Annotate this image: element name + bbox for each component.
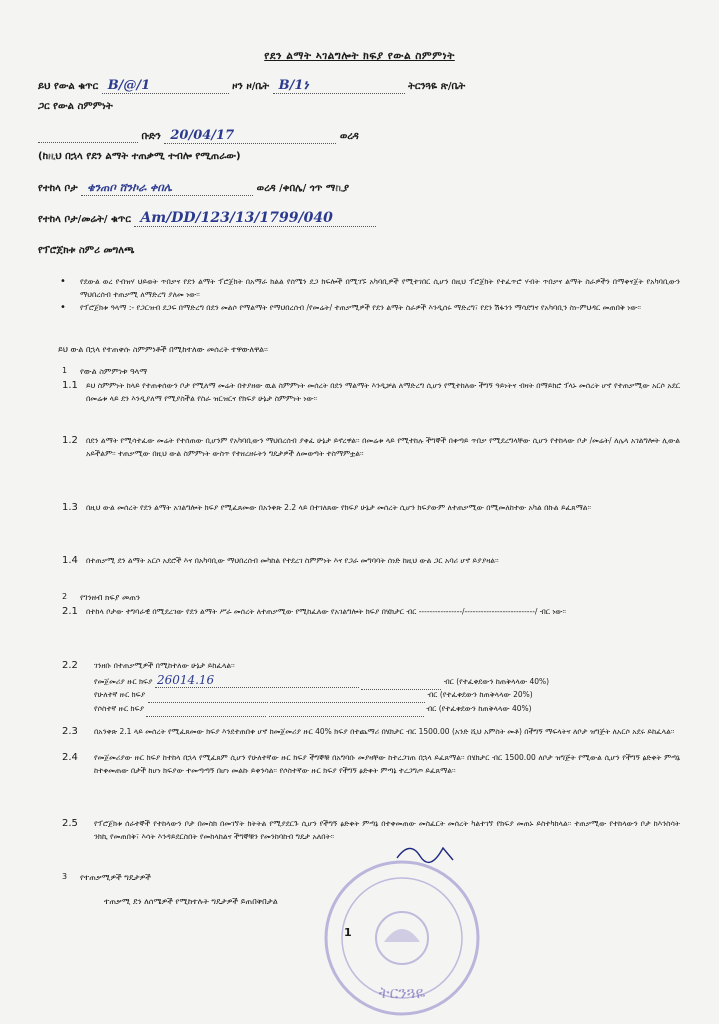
address-suffix: ወረዳ /ቀበሌ/ ጎጥ ማኪያ [256,183,349,194]
bullet-text-2: የፕሮጀክቱ ዓላማ :- የጋርዝብ ደጋፍ በማድረግ በደን መልሶ የማልማት የማህበረሰብ /የመሬት/ ተጠቃሚዎች የደን ልማት ስራዎች እንዲሰሩ ማድረግ፣ የደን ሽፋንን ማሳደግና የአካባቢን ስነ-ምህዳር መጠበቅ ነው፡፡ [80,303,642,312]
section-label: የፕሮጀክቱ ስምሪ መግለጫ [38,245,135,256]
item-number: 1.1 [62,380,78,391]
section1-number: 1 [62,366,68,375]
item-number: 2.1 [62,606,78,617]
date-blank [38,131,138,143]
item-text: የፕሮጀክቱ ሰራተኞች የተከላውን ቦታ በመስክ በመገኘት ክትትል የሚያደርጉ ሲሆን የችግኝ ፅድቀት ምጣኔ በተቀመጠው መስፈርት መሰረት ካልተገኘ የክፍያ መጠኑ ይስተካከላል፡፡ ተጠቃሚው የተከላውን ቦታ ከእንስሳት ንክኪ የመጠበቅ፣ እሳት እንዳይደርስበት የመከላከልና ችግኞቹን የመንከባከብ ግዴታ አለበት፡፡ [94,819,680,841]
item-number: 1.2 [62,435,78,446]
payment-label: የሶስተኛ ዙር ክፍያ [94,704,145,713]
item-number: 1.4 [62,555,78,566]
agreement-label: ጋር የውል ስምምነት [38,101,113,112]
payment-blank [269,703,424,717]
address-row [38,181,349,196]
document-title: የደን ልማት ኣገልግሎት ክፍያ የውል ስምምነት [264,50,455,62]
item-text: የመጀመሪያው ዙር ክፍያ ከተከላ በኋላ የሚፈጸም ሲሆን የሁለተኛው ዙር ክፍያ ችግኞቹ በአግባቡ መያዛቸው ከተረጋገጠ በኋላ ይፈጸማል፡፡ በሄክታር ብር 1500.00 ለቦታ ዝግጅት የሚውል ሲሆን የችግኝ ፅድቀት ምጣኔ ከተቀመጠው በታች ከሆነ ክፍያው ተመጣጣኝ በሆነ መልኩ ይቀንሳል፡፡ የሶስተኛው ዙር ክፍያ የችግኝ ፅድቀት ምጣኔ ተረጋግጦ ይፈጸማል፡፡ [94,753,680,775]
beneficiary-note: (ከዚህ በኋላ የደን ልማት ተጠቃሚ ተብሎ የሚጠራው) [38,151,241,162]
plot-value: Am/DD/123/13/1799/040 [134,210,376,227]
plot-label: የተከላ ቦታ/መሬት/ ቁጥር [38,214,131,225]
bullet-marker: • [60,276,66,287]
item-text: ይህ ስምምነት ከላይ የተጠቀሰውን ቦታ የሚለማ መሬት በተያዘው ዉል ስምምነት መሰረት በደን ማልማት እንዲቻል ለማድረግ ሲሆን የሚተከለው ችግኝ ዓይነትና ብዛት በማይክሮ ፕላኑ መሰረት ሆኖ የተጠቃሚው አርሶ አደር በመሬቱ ላይ ደን እንዲያለማ የሚያስችል የስራ ዝርዝርና የክፍያ ሁኔታ ስምምነት ነው፡፡ [86,381,680,403]
date-label: ቡድን [141,131,161,142]
payment-blank [361,676,441,690]
payment-suffix: ብር (የተፈቀደውን ከጠቅላላው 20%) [427,690,533,699]
stamp-text: ትርንጓዬ [378,983,426,1002]
kebele-value: B/1ነ [273,78,405,94]
item-number: 2.4 [62,752,78,763]
item-number: 2.2 [62,660,78,671]
item-number: 2.3 [62,726,78,737]
item-text: በዚህ ውል መሰረት የደን ልማት አገልግሎት ክፍያ የሚፈጸመው በአንቀጽ 2.2 ላይ በተገለጸው የክፍያ ሁኔታ መሰረት ሲሆን ክፍያውም ለተጠቃሚው በሚመለከተው አካል በኩል ይፈጸማል፡፡ [86,503,592,512]
contract-number-row [38,78,465,94]
item-text: ገንዘቡ በተጠቃሚዎች በሚከተለው ሁኔታ ይከፈላል፡፡ [94,661,235,670]
plot-row [38,210,376,227]
signature-mark [395,838,455,868]
address-label: የተከላ ቦታ [38,183,78,194]
date-row [38,128,359,144]
date-value: 20/04/17 [164,128,336,144]
payment-blank [146,703,266,717]
bullet-text-1: የደውል ወረ የብዝሃ ህይወት ጥበቃና የደን ልማት ፕሮጀክት በአማራ ክልል የሰሜን ደጋ ክፍሎች በሚገኙ አካባቢዎች የሚተገበር ሲሆን በዚህ ፕሮጀክት የተፈጥሮ ሃብት ጥበቃና ልማት ስራዎችን በማቀናጀት የአካባቢውን ማህበረሰብ ተጠቃሚ ለማድረግ ያለመ ነው፡፡ [80,277,680,299]
payment-label: የሁለተኛ ዙር ክፍያ [94,690,146,699]
payment-suffix: ብር (የተፈቀደውን ከጠቅላላው 40%) [426,704,532,713]
section2-title: የገንዘብ ክፍያ መጠን [80,593,141,602]
payment-row [94,689,533,703]
section3-subline: ተጠቃሚ ደን ለሰሜዎች የሚከተሉት ግዴታዎች ይጠበቅበታል [104,897,278,906]
woreda-label: ወረዳ [339,131,359,142]
payment-blank [148,689,268,703]
item-text: በተጠቃሚ ደን ልማት አርሶ አደሮች እና በአካባቢው ማህበረሰብ መካከል የተደረገ ስምምነት እና የጋራ መግባባት ሰነድ ከዚህ ውል ጋር አባሪ ሆኖ ይያያዛል፡፡ [86,556,499,565]
item-number: 2.5 [62,818,78,829]
section3-number: 3 [62,872,68,881]
payment-value: 26014.16 [155,674,359,688]
item-text: በአንቀጽ 2.1 ላይ መሰረት የሚፈጸመው ክፍያ እንደተጠበቀ ሆኖ ከመጀመሪያ ዙር 40% ክፍያ በተጨማሪ በሄክታር ብር 1500.00 (አንድ ሺህ አምስት መቶ) በችግኝ ማፍላትና ለቦታ ዝግጅት ለአርሶ አደሩ ይከፈላል፡፡ [94,727,675,736]
contract-number-label: ይህ የውል ቁጥር [38,81,99,92]
section1-title: የውል ስምምነቱ ዓላማ [80,367,148,376]
address-value: ቄንጠቦ ሸንኮራ ቀበሌ [81,181,253,196]
item-text: በተከላ ቦታው ተግባራዊ በሚደረገው የደን ልማት ሥራ መሰረት ለተጠቃሚው የሚከፈለው የአገልግሎት ክፍያ በሄክታር ብር ----------------/--------------------------/ ብር ነው፡፡ [86,607,567,616]
contract-number-value: B/@/1 [102,78,229,94]
section3-title: የተጠቃሚዎች ግዴታዎች [80,873,151,882]
bullet-marker: • [60,302,66,313]
page-number: 1 [344,926,352,939]
intro-line: ይህ ውል በኋላ የተጠቀሱ ስምምነቶች በሚከተለው መሰረት ተዋውለዋል፡፡ [58,345,268,354]
kebele-label: ዞን ዞ/ቤት [232,81,270,92]
item-number: 1.3 [62,502,78,513]
payment-label: የመጀመሪያ ዙር ክፍያ [94,677,153,686]
section2-number: 2 [62,592,68,601]
payment-row [94,674,549,690]
payment-suffix: ብር (የተፈቀደውን ከጠቅላላው 40%) [443,677,550,686]
item-text: በደን ልማት የሚሳተፈው መሬት የተሰጠው ቢሆንም የአካባቢውን ማህበረሰብ ያቀፈ ሁኔታ ይኖረዋል፡፡ በመሬቱ ላይ የሚተከሉ ችግኞች በቀጣይ ጥበቃ የሚደረግላቸው ሲሆን የተከላው ቦታ /መሬት/ ለሌላ አገልግሎት ሊውል አይችልም፡፡ ተጠቃሚው በዚህ ውል ስምምነት ውስጥ የተዘረዘሩትን ግዴታዎች ለመወጣት ተስማምቷል፡፡ [86,436,680,458]
payment-blank [270,689,425,703]
office-label: ትርንጓዬ ጽ/ቤት [408,81,466,92]
payment-row [94,703,532,717]
